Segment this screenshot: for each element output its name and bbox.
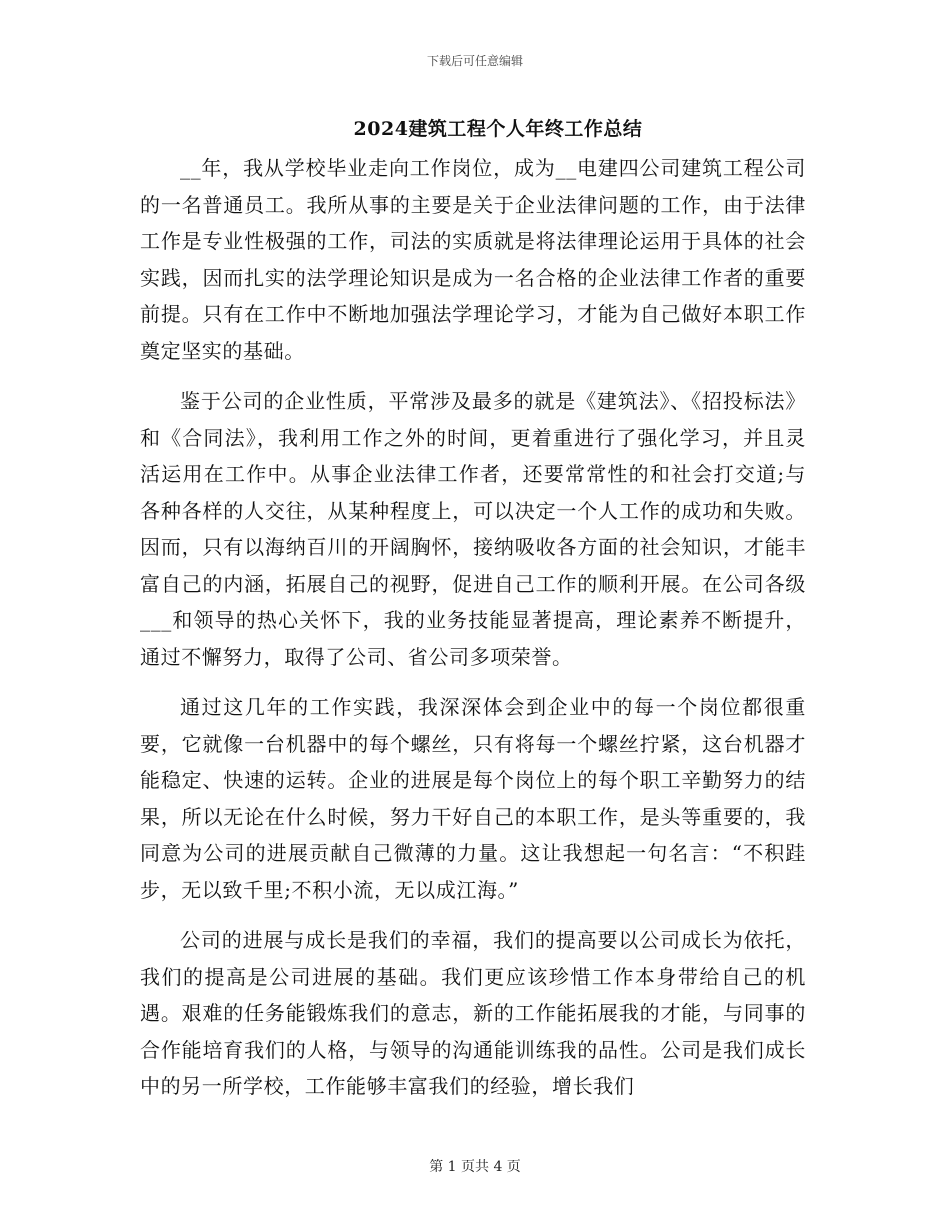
body-paragraph-3: 通过这几年的工作实践，我深深体会到企业中的每一个岗位都很重要，它就像一台机器中的每个螺丝，只有将每一个螺丝拧紧，这台机器才能稳定、快速的运转。企业的进展是每个岗位上的每个职工辛勤努力的结果，所以无论在什么时候，努力干好自己的本职工作，是头等重要的，我同意为公司的进展贡献自己微薄的力量。这让我想起一句名言：“不积跬步，无以致千里;不积小流，无以成江海。” [140, 695, 806, 902]
body-paragraph-4: 公司的进展与成长是我们的幸福，我们的提高要以公司成长为依托，我们的提高是公司进展的基础。我们更应该珍惜工作本身带给自己的机遇。艰难的任务能锻炼我们的意志，新的工作能拓展我的才能，与同事的合作能培育我们的人格，与领导的沟通能训练我的品性。公司是我们成长中的另一所学校，工作能够丰富我们的经验，增长我们 [140, 928, 806, 1098]
body-paragraph-2: 鉴于公司的企业性质，平常涉及最多的就是《建筑法》、《招投标法》和《合同法》，我利用工作之外的时间，更着重进行了强化学习，并且灵活运用在工作中。从事企业法律工作者，还要常常性的和社会打交道;与各种各样的人交往，从某种程度上，可以决定一个人工作的成功和失败。因而，只有以海纳百川的开阔胸怀，接纳吸收各方面的社会知识，才能丰富自己的内涵，拓展自己的视野，促进自己工作的顺利开展。在公司各级___和领导的热心关怀下，我的业务技能显著提高，理论素养不断提升，通过不懈努力，取得了公司、省公司多项荣誉。 [140, 389, 806, 669]
body-paragraph-1: __年，我从学校毕业走向工作岗位，成为__电建四公司建筑工程公司的一名普通员工。我所从事的主要是关于企业法律问题的工作，由于法律工作是专业性极强的工作，司法的实质就是将法律理论运用于具体的社会实践，因而扎实的法学理论知识是成为一名合格的企业法律工作者的重要前提。只有在工作中不断地加强法学理论学习，才能为自己做好本职工作奠定坚实的基础。 [140, 156, 806, 363]
header-note: 下载后可任意编辑 [426, 54, 523, 68]
document-title: 2024建筑工程个人年终工作总结 [353, 118, 643, 140]
page-number: 第 1 页共 4 页 [429, 1159, 521, 1175]
document-body [140, 150, 806, 1119]
